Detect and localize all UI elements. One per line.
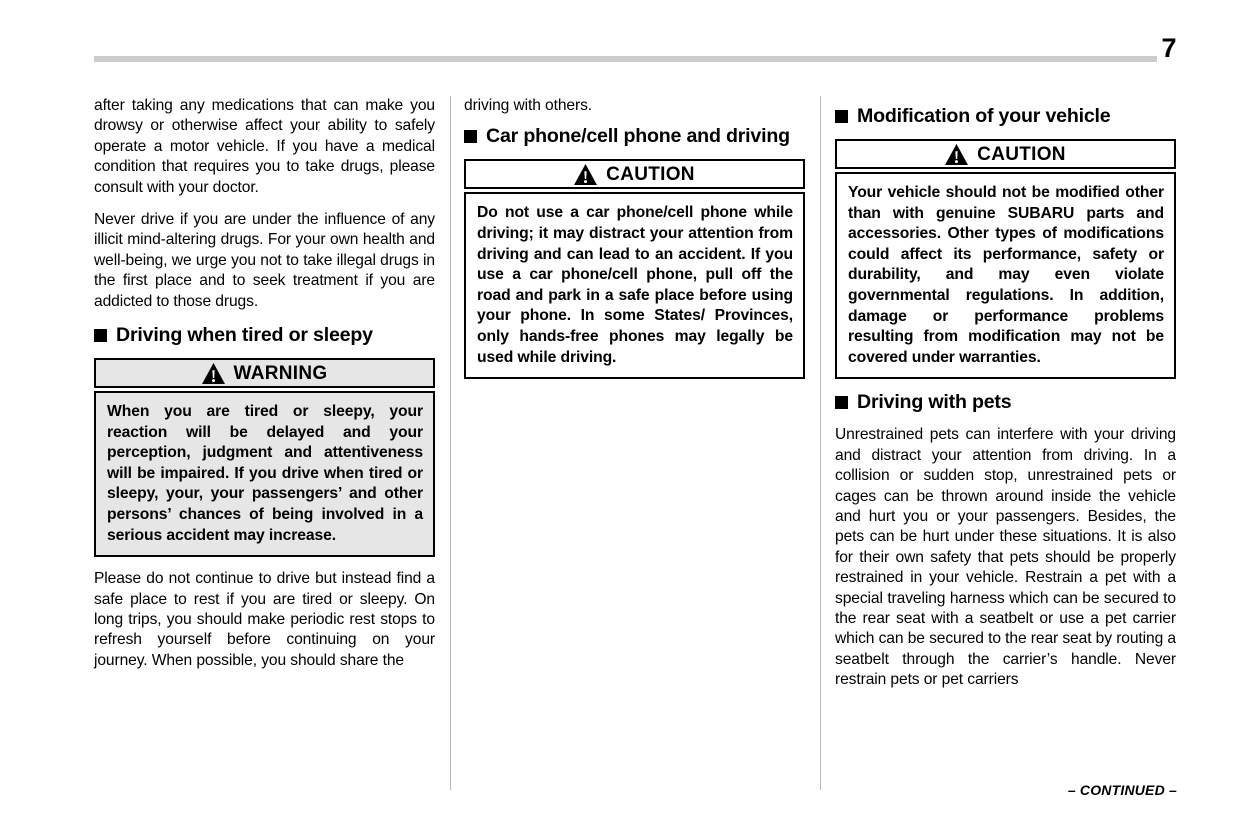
page-number: 7 (1157, 35, 1178, 62)
alert-body-text: Do not use a car phone/cell phone while driving; it may distract your attention from driving and can lead to an accident. If you use a car phone/cell phone, pull off the road and park in a safe place before using your phone. In some States/ Provinces, only hands-free phones may legally be used while driving. (477, 204, 793, 366)
heading-driving-with-pets (835, 391, 1176, 414)
alert-level-label: CAUTION (606, 163, 695, 185)
bullet-square-icon (94, 329, 107, 342)
alert-header (464, 159, 805, 189)
warning-triangle-icon (574, 164, 597, 185)
heading-driving-when-tired (94, 324, 435, 347)
bullet-square-icon (464, 130, 477, 143)
section-heading-label: Driving when tired or sleepy (116, 324, 373, 347)
bullet-square-icon (835, 110, 848, 123)
alert-body (94, 391, 435, 557)
paragraph-medications: after taking any medications that can make you drowsy or otherwise affect your ability to safely operate a motor vehicle. If you have a medical condition that requires you to take drugs, please consult with your doctor. (94, 97, 435, 196)
alert-body-text: When you are tired or sleepy, your reaction will be delayed and your perception, judgment and attentiveness will be impaired. If you drive when tired or sleepy, your, your passengers’ and other persons’ chances of being involved in a serious accident may increase. (107, 403, 423, 544)
page-body (0, 96, 1241, 796)
heading-modification-of-your-vehicle (835, 105, 1176, 128)
alert-body-text: Your vehicle should not be modified other than with genuine SUBARU parts and accessories. Other types of modifications could affect its performance, safety or durability, and may even violate governmental regulations. In addition, damage or performance problems resulting from modification may not be covered under warranties. (848, 184, 1164, 366)
alert-driving-when-tired (94, 358, 435, 557)
text-column-2 (464, 96, 805, 391)
alert-body (464, 192, 805, 379)
section-heading-label: Modification of your vehicle (857, 105, 1111, 127)
text-column-1 (94, 96, 435, 671)
paragraph-pets: Unrestrained pets can interfere with your driving and distract your attention from driving. In a collision or sudden stop, unrestrained pets or cages can be thrown around inside the vehicle and hurt you or your passengers. Besides, the pets can be hurt under these situations. It is also for their own safety that pets should be properly restrained in your vehicle. Restrain a pet with a special traveling harness which can be secured to the rear seat with a seatbelt or use a pet carrier which can be secured to the rear seat by routing a seatbelt through the carrier’s handle. Never restrain pets or pet carriers (835, 426, 1176, 689)
section-heading-label: Car phone/cell phone and driving (486, 125, 790, 148)
alert-car-phone (464, 159, 805, 379)
paragraph-illicit-drugs: Never drive if you are under the influence of any illicit mind-altering drugs. For your own health and well-being, we urge you not to take illegal drugs in the first place and to seek treatment if you are addicted to those drugs. (94, 211, 435, 310)
bullet-square-icon (835, 396, 848, 409)
alert-header (94, 358, 435, 388)
warning-triangle-icon (945, 144, 968, 165)
continued-note: – CONTINUED – (1067, 782, 1177, 798)
header-rule (94, 56, 1176, 62)
alert-modification (835, 139, 1176, 379)
alert-header (835, 139, 1176, 169)
text-column-3 (835, 96, 1176, 691)
paragraph-driving-with-others: driving with others. (464, 97, 593, 114)
alert-body (835, 172, 1176, 379)
alert-level-label: WARNING (233, 362, 328, 384)
paragraph-rest-stops: Please do not continue to drive but instead find a safe place to rest if you are tired or sleepy. On long trips, you should make periodic rest stops to refresh yourself before continuing on your journey. When possible, you should share the (94, 570, 435, 669)
section-heading-label: Driving with pets (857, 391, 1012, 414)
alert-level-label: CAUTION (977, 143, 1066, 165)
warning-triangle-icon (202, 363, 225, 384)
heading-car-phone-cell-phone (464, 125, 805, 148)
